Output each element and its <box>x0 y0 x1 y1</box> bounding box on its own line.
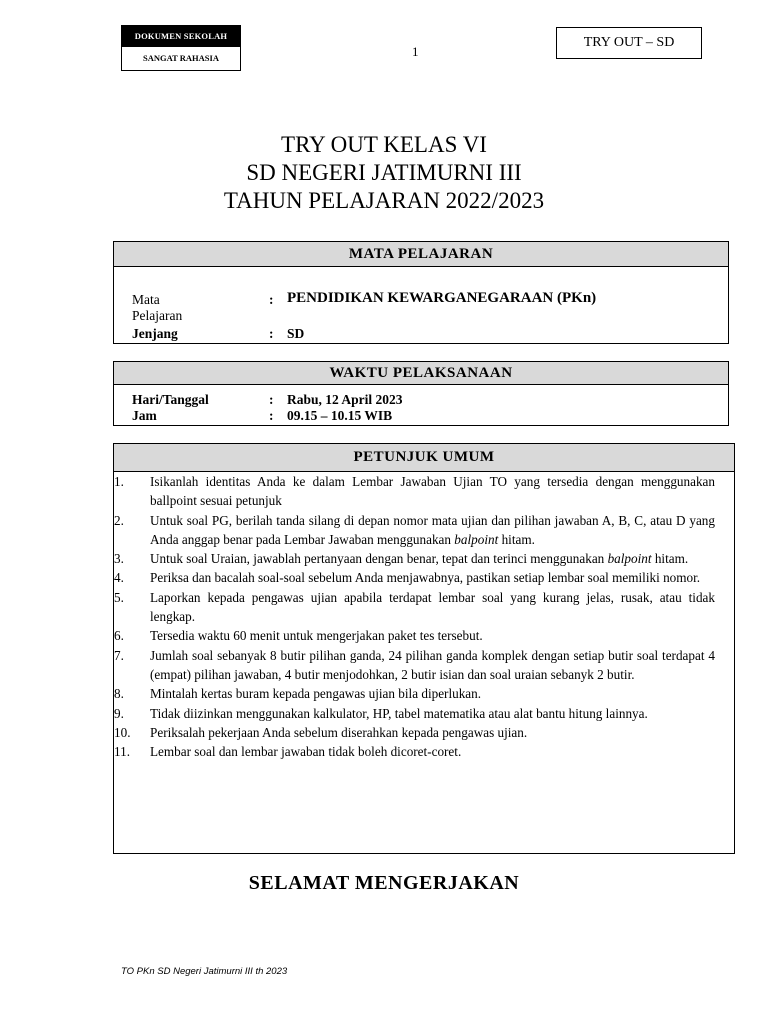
date-label: Hari/Tanggal <box>132 392 209 407</box>
badge-bottom-label: SANGAT RAHASIA <box>143 53 219 63</box>
instruction-number: 7. <box>114 647 124 663</box>
mata-pelajaran-section <box>113 241 729 344</box>
time-value: 09.15 – 10.15 WIB <box>287 408 393 423</box>
instruction-number: 8. <box>114 686 124 702</box>
instruction-text: Untuk soal Uraian, jawablah pertanyaan dengan benar, tepat dan terinci menggunakan balpoint hitam. <box>150 551 689 567</box>
instruction-item <box>114 511 731 550</box>
instruction-item <box>114 626 731 645</box>
instruction-number: 11. <box>114 744 130 760</box>
instruction-text: Lembar soal dan lembar jawaban tidak boleh dicoret-coret. <box>150 744 462 760</box>
mata-pelajaran-heading: MATA PELAJARAN <box>114 242 728 267</box>
instruction-text: Untuk soal PG, berilah tanda silang di depan nomor mata ujian dan pilihan jawaban A, B, C, atau D yang Anda anggap benar pada Lembar Jawaban menggunakan balpoint hitam. <box>150 512 715 547</box>
closing-text: SELAMAT MENGERJAKAN <box>248 872 520 894</box>
subject-value: PENDIDIKAN KEWARGANEGARAAN (PKn) <box>287 290 597 306</box>
instruction-number: 3. <box>114 551 124 567</box>
level-value: SD <box>287 326 305 341</box>
instruction-item <box>114 684 731 703</box>
instruction-text: Laporkan kepada pengawas ujian apabila terdapat lembar soal yang kurang jelas, rusak, atau tidak lengkap. <box>150 589 715 625</box>
instruction-text: Tidak diizinkan menggunakan kalkulator, HP, tabel matematika atau alat bantu hitung lainnya. <box>150 705 648 721</box>
tryout-label-box: TRY OUT – SD <box>556 27 702 59</box>
subject-label: Mata Pelajaran <box>132 292 183 323</box>
instruction-text: Periksa dan bacalah soal-soal sebelum Anda menjawabnya, pastikan setiap lembar soal memiliki nomor. <box>150 570 701 586</box>
instruction-number: 9. <box>114 705 124 721</box>
level-colon: : <box>269 326 274 341</box>
instruction-item <box>114 568 731 587</box>
title-line-3: TAHUN PELAJARAN 2022/2023 <box>223 188 545 213</box>
time-colon: : <box>269 408 274 423</box>
page-number: 1 <box>412 44 419 59</box>
date-colon: : <box>269 392 274 407</box>
petunjuk-heading: PETUNJUK UMUM <box>114 444 734 472</box>
waktu-section <box>113 361 729 426</box>
instruction-number: 2. <box>114 512 124 528</box>
instruction-item <box>114 723 731 742</box>
instruction-number: 1. <box>114 474 124 489</box>
level-label: Jenjang <box>132 326 178 341</box>
instruction-number: 5. <box>114 589 124 605</box>
instruction-item <box>114 549 731 568</box>
title-line-1: TRY OUT KELAS VI <box>281 132 487 157</box>
instruction-text: Mintalah kertas buram kepada pengawas ujian bila diperlukan. <box>150 686 482 702</box>
instruction-item <box>114 472 731 511</box>
instruction-text: Jumlah soal sebanyak 8 butir pilihan ganda, 24 pilihan ganda komplek dengan setiap butir soal terdapat 4 (empat) pilihan jawaban, 4 butir menjodohkan, 2 butir isian dan soal uraian sebanyk 2 butir. <box>150 647 715 682</box>
instruction-text: Isikanlah identitas Anda ke dalam Lembar Jawaban Ujian TO yang tersedia dengan menggunakan ballpoint sesuai petunjuk <box>150 474 715 509</box>
title-line-2: SD NEGERI JATIMURNI III <box>246 160 522 185</box>
document-badge <box>121 25 241 71</box>
instruction-item <box>114 646 731 685</box>
instruction-item <box>114 588 731 627</box>
instruction-number: 10. <box>114 724 131 740</box>
instruction-text: Tersedia waktu 60 menit untuk mengerjakan paket tes tersebut. <box>150 628 483 644</box>
badge-top-label: DOKUMEN SEKOLAH <box>122 26 240 47</box>
instruction-item <box>114 704 731 723</box>
instruction-text: Periksalah pekerjaan Anda sebelum diserahkan kepada pengawas ujian. <box>150 724 528 740</box>
footer-text: TO PKn SD Negeri Jatimurni III th 2023 <box>121 966 288 977</box>
instruction-number: 6. <box>114 628 124 644</box>
time-label: Jam <box>132 408 157 423</box>
instruction-item <box>114 742 731 761</box>
instruction-list <box>114 472 731 761</box>
subject-colon: : <box>269 292 274 307</box>
instruction-number: 4. <box>114 570 124 586</box>
date-value: Rabu, 12 April 2023 <box>287 392 403 407</box>
waktu-heading: WAKTU PELAKSANAAN <box>114 362 728 385</box>
